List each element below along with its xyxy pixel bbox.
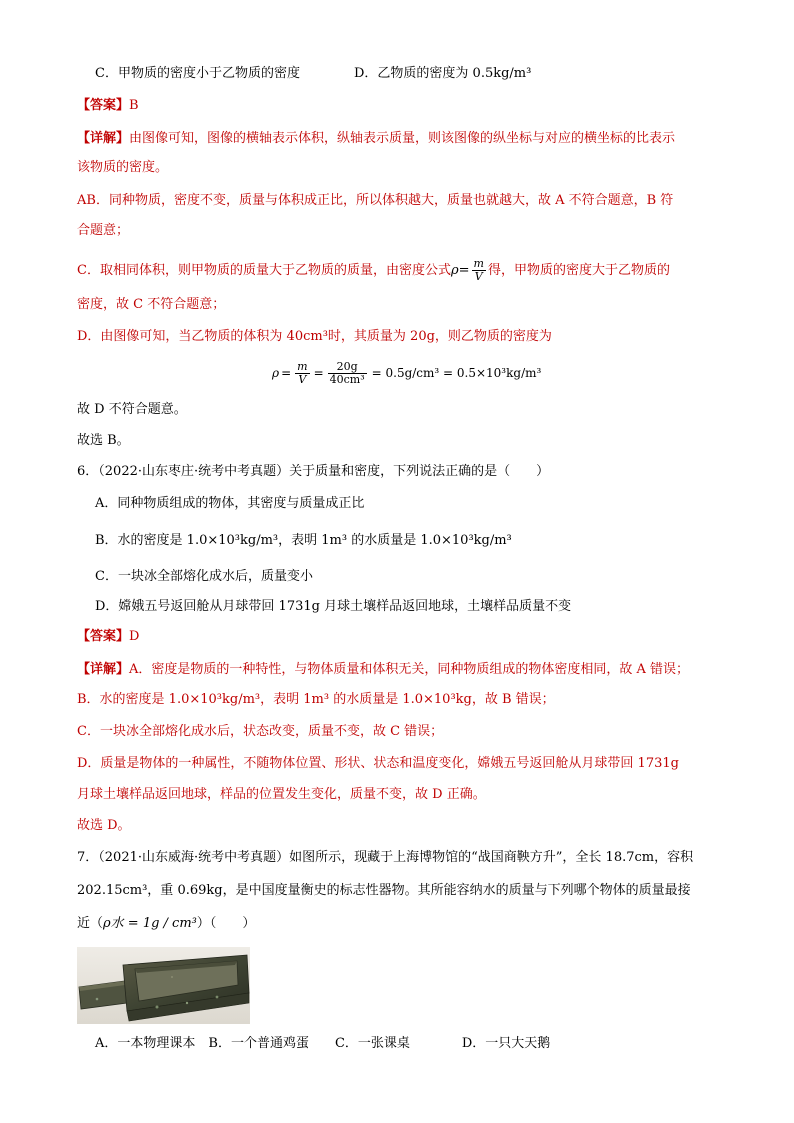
q5-conclusion: 故选 B。 — [77, 433, 130, 448]
formula-values — [328, 361, 367, 386]
q6-detail-d2: 月球土壤样品返回地球，样品的位置发生变化，质量不变，故 D 正确。 — [77, 787, 486, 802]
formula-eq2: = — [313, 366, 324, 380]
q5-ab-line1: AB．同种物质，密度不变，质量与体积成正比，所以体积越大，质量也就越大，故 A 不符合题意，B 符 — [77, 193, 674, 208]
answer-value: B — [129, 98, 139, 113]
water-density-formula: ρ水 = 1g / cm³ — [103, 916, 197, 931]
rho-symbol: ρ — [450, 263, 459, 278]
answer-value: D — [129, 629, 140, 644]
q6-option-c: C．一块冰全部熔化成水后，质量变小 — [95, 569, 313, 584]
formula-den: 40cm³ — [329, 372, 365, 386]
density-fraction — [472, 258, 486, 283]
density-formula — [272, 355, 541, 391]
stem3-post: ）（ ） — [196, 916, 256, 931]
formula-num: 20g — [328, 361, 367, 374]
shang-yang-measure-image — [77, 947, 250, 1024]
c-text-pre: C．取相同体积，则甲物质的质量大于乙物质的质量，由密度公式 — [77, 263, 451, 278]
q5-option-c: C．甲物质的密度小于乙物质的密度 — [95, 66, 300, 81]
formula-v: V — [298, 372, 307, 386]
answer-label: 【答案】 — [77, 629, 130, 644]
volume-symbol: V — [474, 270, 483, 283]
q6-detail-b: B．水的密度是 1.0×10³kg/m³，表明 1m³ 的水质量是 1.0×10³kg，故 B 错误； — [77, 692, 555, 707]
q5-answer — [77, 97, 139, 115]
q5-detail-line1 — [77, 130, 675, 148]
mass-symbol: m — [473, 257, 484, 270]
formula-mv — [295, 361, 309, 386]
detail-text: A．密度是物质的一种特性，与物体质量和体积无关，同种物质组成的物体密度相同，故 A 错误； — [129, 662, 690, 677]
c-text-post: 得，甲物质的密度大于乙物质的 — [487, 263, 670, 278]
q5-c-line2: 密度，故 C 不符合题意； — [77, 297, 226, 312]
detail-label: 【详解】 — [77, 662, 130, 677]
stem3-pre: 近（ — [77, 916, 104, 931]
q5-c-line1 — [77, 258, 670, 283]
answer-label: 【答案】 — [77, 98, 130, 113]
q6-detail-a — [77, 661, 689, 679]
q6-option-b: B．水的密度是 1.0×10³kg/m³，表明 1m³ 的水质量是 1.0×10³kg/m³ — [95, 533, 512, 548]
formula-tail: = 0.5g/cm³ = 0.5×10³kg/m³ — [371, 366, 542, 380]
q6-option-a: A．同种物质组成的物体，其密度与质量成正比 — [95, 496, 365, 511]
q6-detail-d1: D．质量是物体的一种属性，不随物体位置、形状、状态和温度变化，嫦娥五号返回舱从月球带回 1731g — [77, 756, 679, 771]
detail-label: 【详解】 — [77, 131, 130, 146]
q7-stem-line1: 7．（2021·山东威海·统考中考真题）如图所示，现藏于上海博物馆的“战国商鞅方升”，全长 18.7cm，容积 — [77, 850, 694, 865]
q5-option-d: D．乙物质的密度为 0.5kg/m³ — [354, 66, 532, 81]
q5-d-line2: 故 D 不符合题意。 — [77, 402, 187, 417]
equals: = — [458, 263, 470, 278]
formula-m: m — [297, 359, 308, 373]
q5-detail-line2: 该物质的密度。 — [77, 160, 169, 175]
q6-answer — [77, 628, 139, 646]
q6-option-d: D．嫦娥五号返回舱从月球带回 1731g 月球土壤样品返回地球，土壤样品质量不变 — [95, 599, 572, 614]
q7-options: A．一本物理课本 B．一个普通鸡蛋 C．一张课桌 D．一只大天鹅 — [95, 1036, 551, 1051]
formula-rho: ρ — [272, 366, 280, 380]
q7-stem-line3 — [77, 915, 255, 933]
q5-d-line1: D．由图像可知，当乙物质的体积为 40cm³时，其质量为 20g，则乙物质的密度为 — [77, 329, 552, 344]
q6-stem: 6．（2022·山东枣庄·统考中考真题）关于质量和密度，下列说法正确的是（ ） — [77, 464, 550, 479]
q7-stem-line2: 202.15cm³，重 0.69kg，是中国度量衡史的标志性器物。其所能容纳水的质量与下列哪个物体的质量最接 — [77, 883, 691, 898]
detail-text: 由图像可知，图像的横轴表示体积，纵轴表示质量，则该图像的纵坐标与对应的横坐标的比表示 — [129, 131, 676, 146]
q6-conclusion: 故选 D。 — [77, 818, 131, 833]
q5-ab-line2: 合题意； — [77, 223, 130, 238]
formula-eq1: = — [281, 366, 292, 380]
q6-detail-c: C．一块冰全部熔化成水后，状态改变，质量不变，故 C 错误； — [77, 724, 444, 739]
